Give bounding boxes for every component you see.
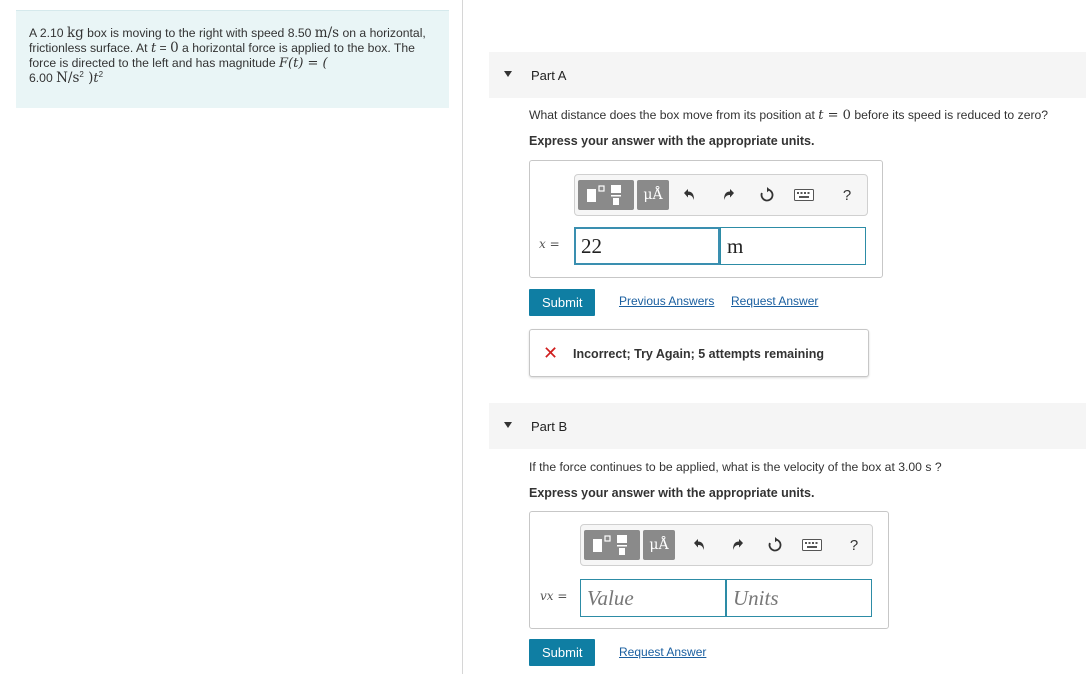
mass-unit: kg: [66, 25, 84, 41]
reset-icon[interactable]: [756, 175, 778, 215]
vx-variable-label: vx =: [540, 589, 568, 603]
reset-icon[interactable]: [764, 525, 786, 565]
time-symbol: t: [818, 108, 824, 123]
problem-text: on a horizontal, frictionless surface. At: [29, 26, 426, 55]
previous-answers-link[interactable]: Previous Answers: [619, 294, 715, 308]
part-a-answer-box: [529, 160, 883, 278]
part-b-request-answer-link[interactable]: Request Answer: [619, 645, 707, 659]
part-b-instruction: Express your answer with the appropriate units.: [529, 486, 815, 500]
part-a-submit-button[interactable]: Submit: [529, 289, 595, 316]
part-b-label: Part B: [531, 419, 568, 434]
redo-icon[interactable]: [728, 525, 748, 565]
help-icon[interactable]: ?: [849, 536, 859, 554]
speed-unit: m/s: [314, 25, 340, 41]
column-divider: [462, 0, 463, 674]
problem-text: 6.00: [29, 71, 57, 85]
exponent: 2: [98, 69, 104, 79]
force-expression: F(t) = (: [279, 56, 328, 71]
incorrect-icon: ✕: [543, 343, 559, 363]
units-icon[interactable]: μÅ: [643, 530, 675, 560]
part-b-units-input[interactable]: [726, 579, 872, 617]
keyboard-icon[interactable]: [792, 175, 816, 215]
problem-text: =: [156, 41, 171, 55]
collapse-triangle-icon[interactable]: [504, 71, 512, 77]
problem-text: A 2.10: [29, 26, 67, 40]
part-a-units-input[interactable]: [720, 227, 866, 265]
undo-icon[interactable]: [689, 525, 709, 565]
x-variable-label: x =: [539, 237, 560, 251]
feedback-box: [529, 329, 869, 377]
problem-text: ): [83, 70, 94, 86]
time-zero: 0: [170, 40, 179, 56]
templates-icon[interactable]: [578, 180, 634, 210]
keyboard-icon[interactable]: [800, 525, 824, 565]
feedback-message: Incorrect; Try Again; 5 attempts remaining: [573, 347, 824, 361]
help-icon[interactable]: ?: [842, 186, 852, 204]
part-b-question: If the force continues to be applied, what is the velocity of the box at 3.00 s ?: [529, 460, 942, 474]
problem-text: box is moving to the right with speed 8.50: [83, 26, 315, 40]
part-a-header[interactable]: [489, 52, 1086, 98]
coef-unit: N/s: [56, 70, 80, 86]
time-symbol: t: [150, 41, 157, 56]
part-a-question: [529, 108, 1048, 123]
part-b-answer-box: [529, 511, 889, 629]
part-b-header[interactable]: [489, 403, 1086, 449]
part-a-label: Part A: [531, 68, 567, 83]
templates-icon[interactable]: [584, 530, 640, 560]
part-a-instruction: Express your answer with the appropriate units.: [529, 134, 815, 148]
part-b-submit-button[interactable]: Submit: [529, 639, 595, 666]
question-text: before its speed is reduced to zero?: [850, 108, 1049, 122]
exponent: 2: [79, 69, 84, 79]
time-zero: = 0: [823, 108, 851, 123]
math-toolbar: [580, 524, 873, 566]
part-a-value-input[interactable]: [574, 227, 720, 265]
problem-statement: [16, 10, 449, 108]
question-text: What distance does the box move from its position at: [529, 108, 819, 122]
units-icon[interactable]: μÅ: [637, 180, 669, 210]
redo-icon[interactable]: [719, 175, 739, 215]
collapse-triangle-icon[interactable]: [504, 422, 512, 428]
time-symbol: t: [93, 71, 99, 86]
part-b-value-input[interactable]: [580, 579, 726, 617]
problem-text: a horizontal force is applied to the box. The force is directed to the left and has magnitude: [29, 41, 415, 70]
math-toolbar: [574, 174, 868, 216]
undo-icon[interactable]: [679, 175, 699, 215]
part-a-request-answer-link[interactable]: Request Answer: [731, 294, 819, 308]
